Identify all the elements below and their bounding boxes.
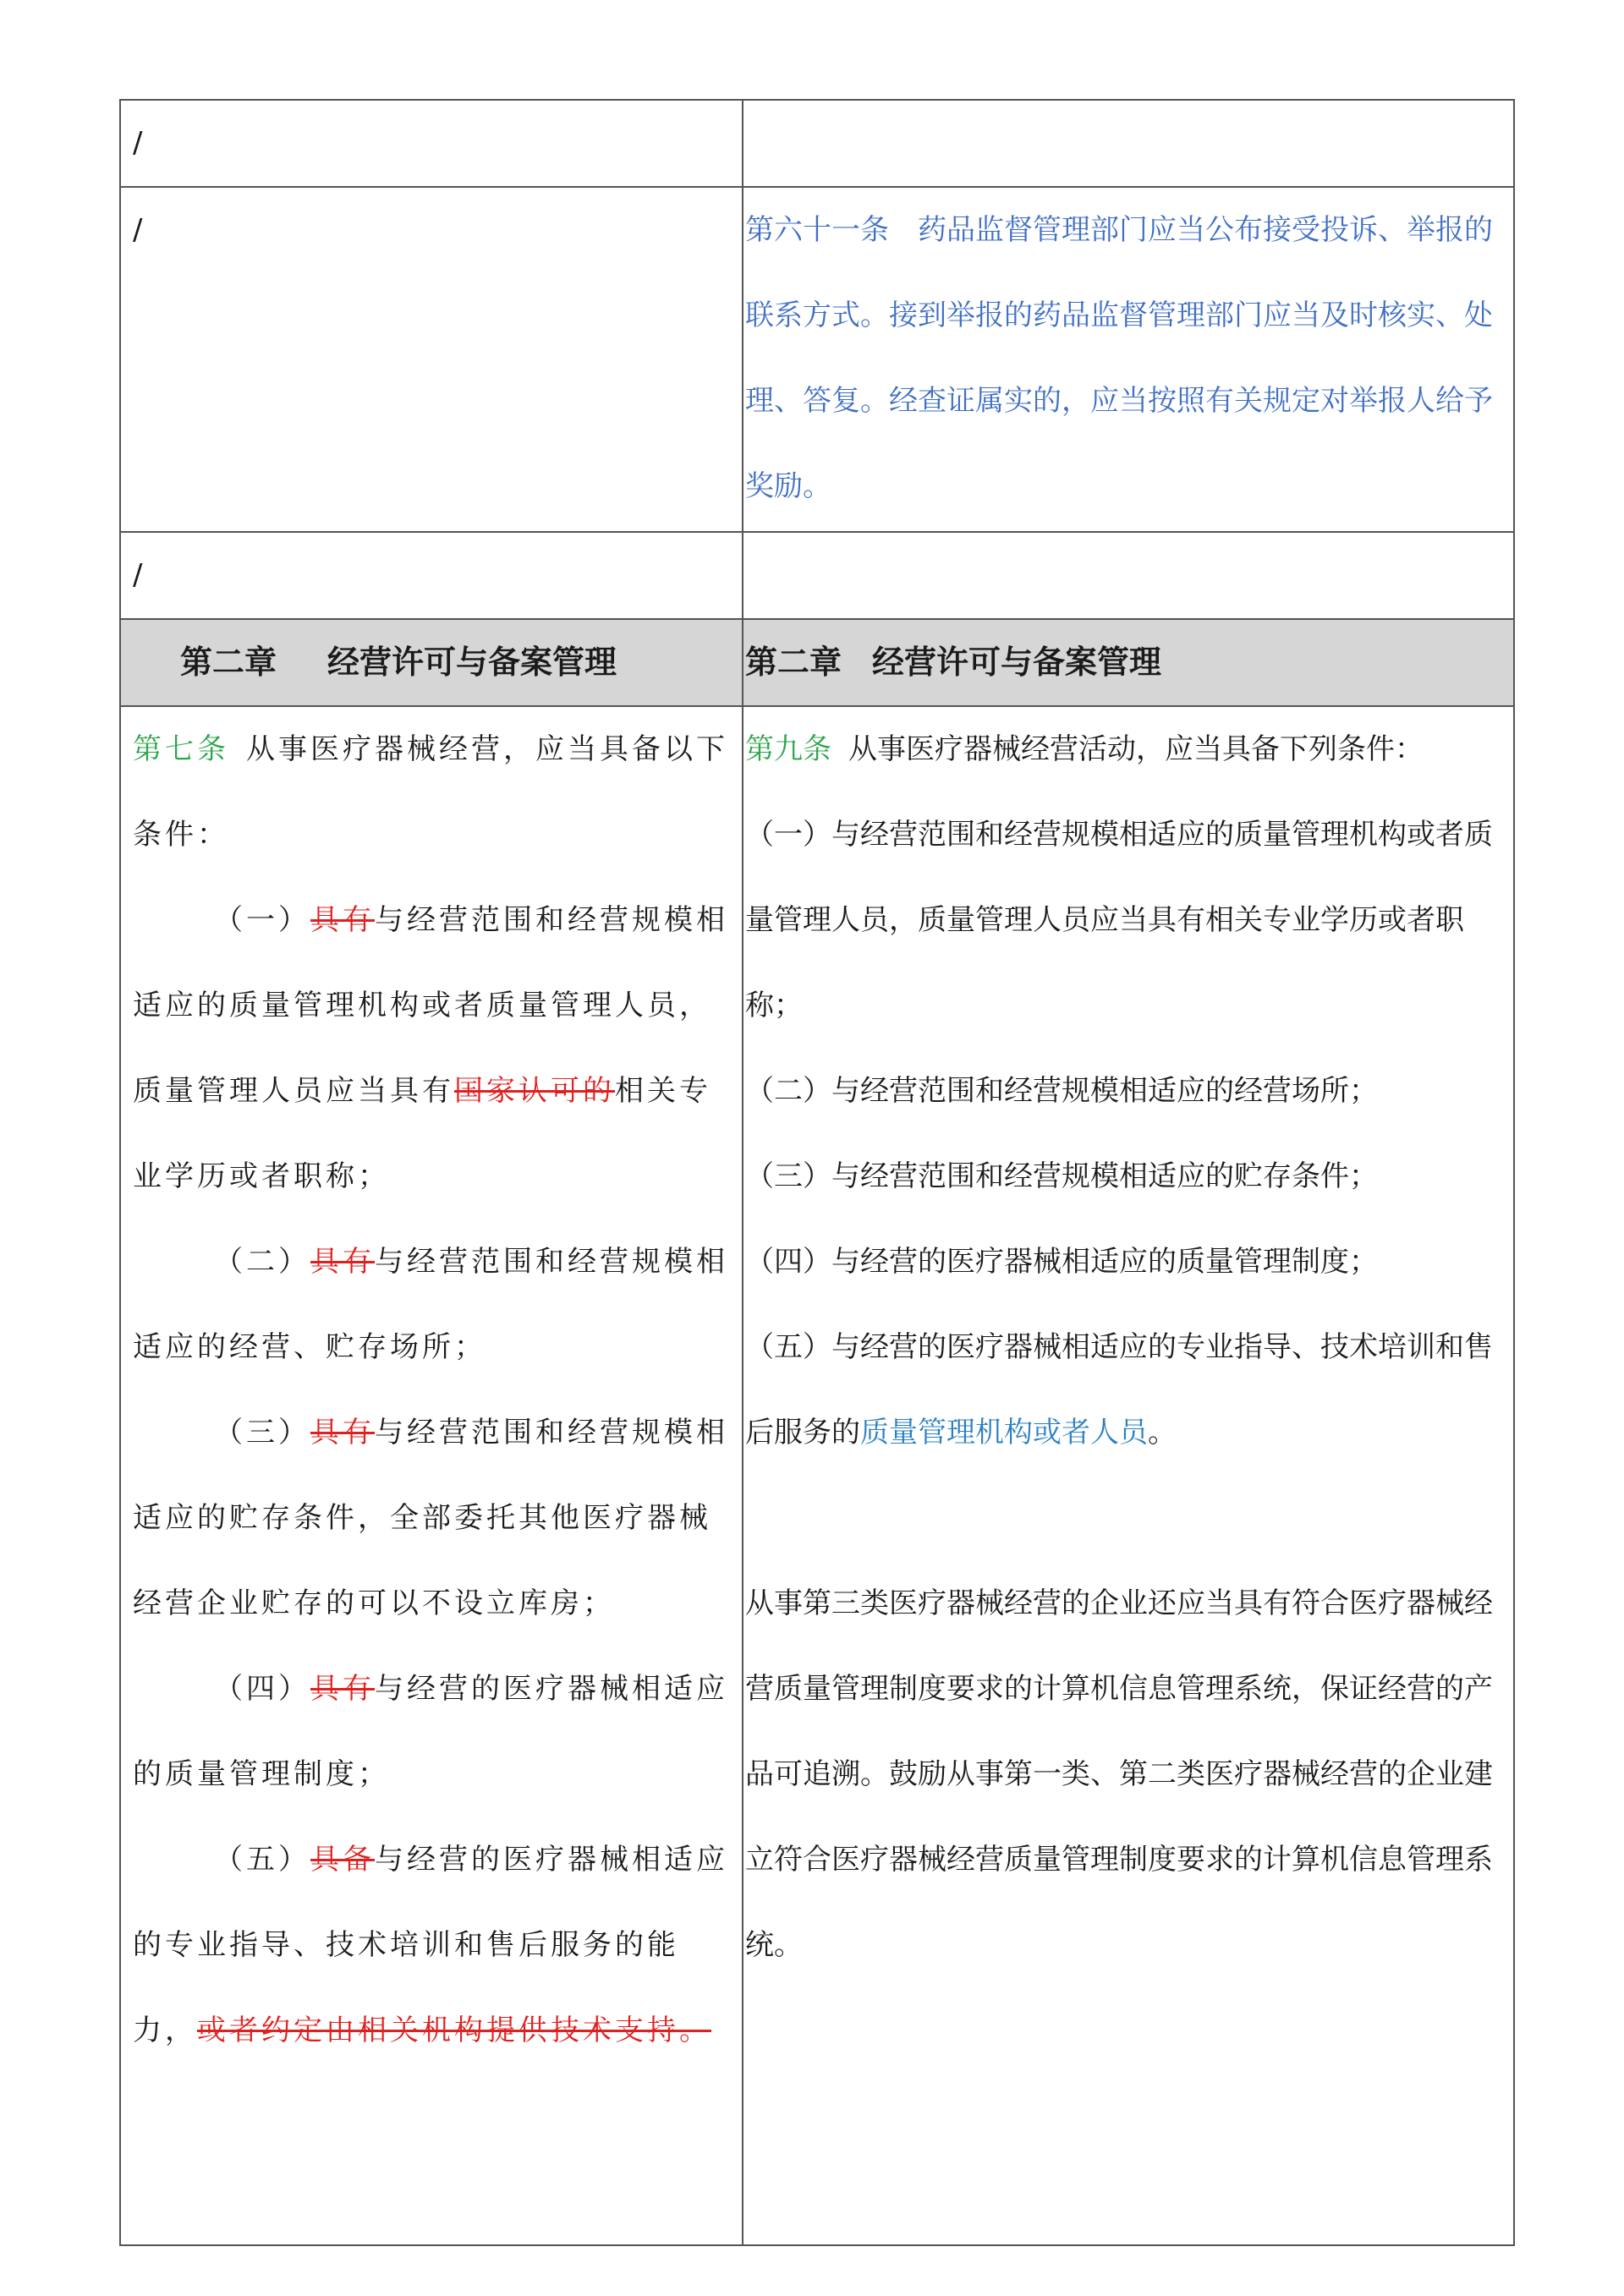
article-61-text: 第六十一条 药品监督管理部门应当公布接受投诉、举报的联系方式。接到举报的药品监督管理部门应当及时核实、处理、答复。经查证属实的，应当按照有关规定对举报人给予奖励。 bbox=[745, 213, 1493, 503]
new-item-5-end: 。 bbox=[1148, 1416, 1177, 1449]
item-4-text: 与经营的医疗器械相适应的质量管理制度； bbox=[133, 1672, 728, 1791]
article-7-number: 第七条 bbox=[133, 732, 229, 766]
cell-old-slash-2: / bbox=[120, 532, 743, 619]
new-item-1: （一）与经营范围和经营规模相适应的质量管理机构或者质量管理人员，质量管理人员应当具有相关专业学历或者职称； bbox=[745, 818, 1493, 1022]
paragraph-gap bbox=[745, 1476, 1512, 1561]
item-2-number: （二） bbox=[214, 1245, 310, 1279]
new-item-5-text: （五）与经营的医疗器械相适应的专业指导、技术培训和售后服务的 bbox=[745, 1330, 1493, 1449]
new-item-3: （三）与经营范围和经营规模相适应的贮存条件； bbox=[745, 1159, 1378, 1193]
item-3-text: 与经营范围和经营规模相适应的贮存条件，全部委托其他医疗器械经营企业贮存的可以不设立库房； bbox=[133, 1416, 728, 1620]
item-1-deleted: 具有 bbox=[310, 903, 375, 937]
item-2-text: 与经营范围和经营规模相适应的经营、贮存场所； bbox=[133, 1245, 728, 1364]
item-5-deleted: 具备 bbox=[310, 1843, 375, 1877]
item-1-text-b: 相关专业学历或者职称； bbox=[133, 1074, 711, 1193]
item-5-text: 与经营的医疗器械相适应的专业指导、技术培训和售后服务的能力， bbox=[133, 1843, 728, 2047]
item-3-deleted: 具有 bbox=[310, 1416, 375, 1449]
cell-new-article-9 bbox=[743, 706, 1514, 2245]
comparison-table bbox=[119, 99, 1515, 2246]
article-9-number: 第九条 bbox=[745, 732, 831, 766]
item-4-deleted: 具有 bbox=[310, 1672, 375, 1706]
chapter-number-old: 第二章 bbox=[180, 644, 277, 681]
new-extra-paragraph: 从事第三类医疗器械经营的企业还应当具有符合医疗器械经营质量管理制度要求的计算机信息管理系统，保证经营的产品可追溯。鼓励从事第一类、第二类医疗器械经营的企业建立符合医疗器械经营质量管理制度要求的计算机信息管理系统。 bbox=[745, 1586, 1493, 1962]
table-row bbox=[120, 532, 1514, 619]
cell-new-empty-2 bbox=[743, 532, 1514, 619]
article-9-intro: 从事医疗器械经营活动，应当具备下列条件： bbox=[848, 732, 1424, 766]
chapter-title-new: 经营许可与备案管理 bbox=[872, 644, 1162, 681]
cell-new-article-61 bbox=[743, 187, 1514, 532]
item-1-text-a: 与经营范围和经营规模相适应的质量管理机构或者质量管理人员，质量管理人员应当具有 bbox=[133, 903, 728, 1108]
table-row bbox=[120, 187, 1514, 532]
cell-old-article-7 bbox=[120, 706, 743, 2245]
chapter-heading-row bbox=[120, 619, 1514, 706]
item-2-deleted: 具有 bbox=[310, 1245, 375, 1279]
table-row bbox=[120, 706, 1514, 2245]
item-4-number: （四） bbox=[214, 1672, 310, 1706]
cell-old-slash-61: / bbox=[120, 187, 743, 532]
article-7-intro: 从事医疗器械经营，应当具备以下条件： bbox=[133, 732, 728, 852]
new-item-2: （二）与经营范围和经营规模相适应的经营场所； bbox=[745, 1074, 1378, 1108]
table-row bbox=[120, 100, 1514, 187]
item-1-number: （一） bbox=[214, 903, 310, 937]
chapter-number-new: 第二章 bbox=[745, 644, 842, 681]
item-1-deleted-2: 国家认可的 bbox=[454, 1074, 615, 1108]
item-5-deleted-2: 或者约定由相关机构提供技术支持。 bbox=[197, 2014, 711, 2047]
cell-new-empty-1 bbox=[743, 100, 1514, 187]
item-5-number: （五） bbox=[214, 1843, 310, 1877]
cell-old-slash-1: / bbox=[120, 100, 743, 187]
chapter-heading-new bbox=[743, 619, 1514, 706]
chapter-title-old: 经营许可与备案管理 bbox=[327, 644, 617, 681]
item-3-number: （三） bbox=[214, 1416, 310, 1449]
new-item-4: （四）与经营的医疗器械相适应的质量管理制度； bbox=[745, 1245, 1378, 1279]
new-item-5-highlight: 质量管理机构或者人员 bbox=[860, 1416, 1148, 1449]
chapter-heading-old bbox=[120, 619, 743, 706]
